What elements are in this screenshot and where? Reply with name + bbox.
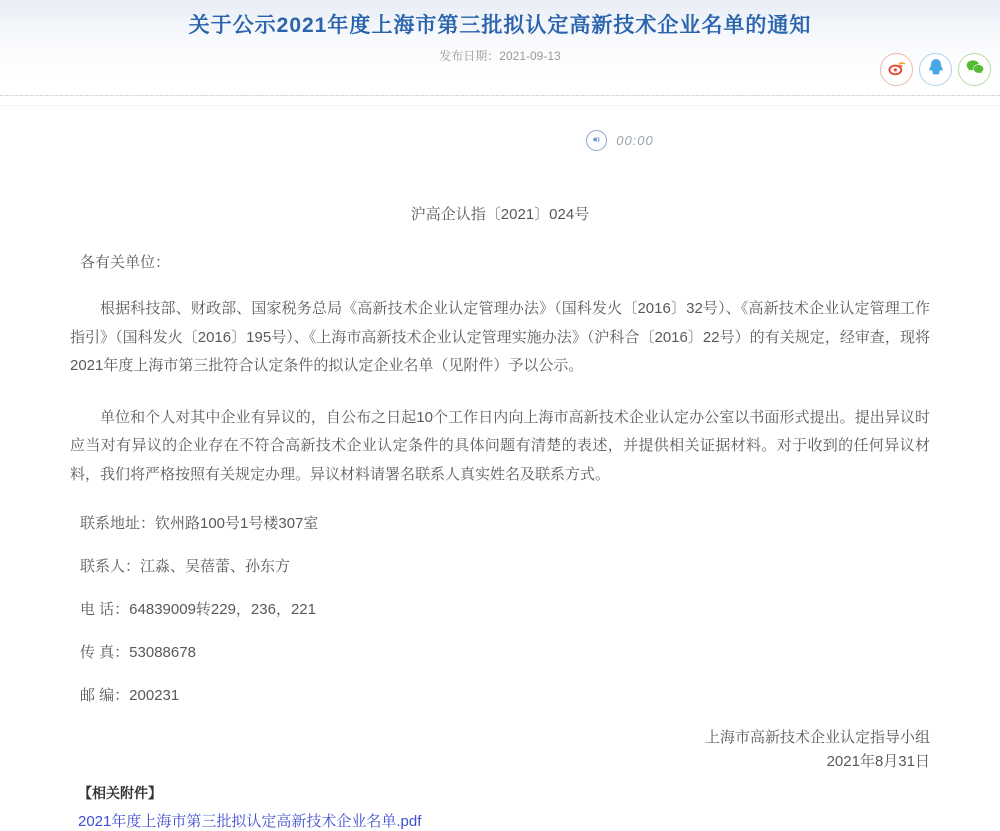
attachments-section (78, 783, 1000, 831)
qq-share-button[interactable] (919, 53, 952, 86)
attachments-title: 【相关附件】 (78, 785, 162, 801)
contact-zipcode: 邮 编：200231 (80, 687, 180, 704)
page-header (0, 0, 1000, 96)
wechat-icon (965, 57, 985, 82)
contact-phone: 电 话：64839009转229，236，221 (80, 601, 316, 618)
attachment-pdf-link[interactable]: 2021年度上海市第三批拟认定高新技术企业名单.pdf (78, 813, 422, 830)
contact-address: 联系地址：钦州路100号1号楼307室 (80, 515, 319, 532)
paragraph-objection: 单位和个人对其中企业有异议的，自公布之日起10个工作日内向上海市高新技术企业认定办公室以书面形式提出。提出异议时应当对有异议的企业存在不符合高新技术企业认定条件的具体问题有清楚的表述，并提供相关证据材料。对于收到的任何异议材料，我们将严格按照有关规定办理。异议材料请署名联系人真实姓名及联系方式。 (70, 408, 930, 483)
signature-date: 2021年8月31日 (826, 753, 930, 770)
header-divider (0, 96, 1000, 106)
share-bar (880, 53, 991, 86)
contact-persons: 联系人：江淼、吴蓓蕾、孙东方 (80, 558, 291, 575)
contact-fax: 传 真：53088678 (80, 644, 196, 661)
signature-block (0, 726, 930, 774)
page-title: 关于公示2021年度上海市第三批拟认定高新技术企业名单的通知 (188, 14, 812, 37)
qq-icon (926, 57, 946, 82)
salutation: 各有关单位： (80, 254, 171, 271)
weibo-share-button[interactable] (880, 53, 913, 86)
publish-date: 发布日期：2021-09-13 (439, 49, 561, 63)
signature-org: 上海市高新技术企业认定指导小组 (704, 729, 930, 746)
audio-player (586, 130, 654, 151)
wechat-share-button[interactable] (958, 53, 991, 86)
weibo-icon (887, 57, 907, 82)
paragraph-basis: 根据科技部、财政部、国家税务总局《高新技术企业认定管理办法》（国科发火〔2016〕32号）、《高新技术企业认定管理工作指引》（国科发火〔2016〕195号）、《上海市高新技术企业认定管理实施办法》（沪科合〔2016〕22号）的有关规定，经审查，现将2021年度上海市第三批符合认定条件的拟认定企业名单（见附件）予以公示。 (70, 300, 930, 374)
document-number: 沪高企认指〔2021〕024号 (410, 206, 590, 223)
audio-time: 00:00 (616, 133, 654, 148)
audio-play-button[interactable] (586, 130, 607, 151)
speaker-play-icon (591, 132, 602, 150)
